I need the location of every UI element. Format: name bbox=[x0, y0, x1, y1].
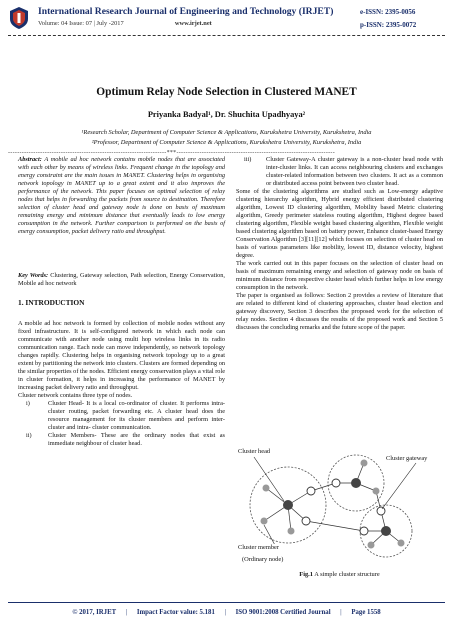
list-item bbox=[18, 432, 225, 448]
affiliation-1: ¹Research Scholar, Department of Computer Science & Applications, Kurukshetra University, Kurukshetra, India bbox=[81, 129, 372, 136]
list-number: iii) bbox=[244, 156, 252, 163]
label-cluster-gateway: Cluster gateway bbox=[386, 455, 428, 462]
cluster-head-node bbox=[381, 526, 391, 536]
paper-authors: Priyanka Badyal¹, Dr. Shuchita Upadhyaya² bbox=[147, 110, 306, 119]
list-text: Cluster Gateway-A cluster gateway is a non-cluster head node with inter-cluster links. It can access neighbouring clusters and exchanges cluster-related information between two clusters. It act as a common or distributed access point between two cluster head. bbox=[266, 156, 443, 187]
footer-divider: | bbox=[340, 609, 342, 616]
node-types-line: Cluster network contains three type of nodes. bbox=[18, 392, 133, 399]
member-node bbox=[263, 485, 270, 492]
member-node bbox=[261, 518, 268, 525]
list-item bbox=[236, 156, 443, 188]
footer-impact: Impact Factor value: 5.181 bbox=[136, 609, 215, 616]
journal-title: International Research Journal of Engineering and Technology (IRJET) bbox=[38, 6, 334, 17]
label-cluster-member: Cluster member bbox=[238, 544, 279, 551]
list-text: Cluster Head- It is a local co-ordinator of cluster. It performs intra-cluster routing, packet forwarding etc. A cluster head does the resource management for its cluster members and perform inter-cluster and intra- cluster communication. bbox=[48, 400, 225, 431]
gateway-node bbox=[377, 507, 385, 515]
member-node bbox=[398, 540, 405, 547]
section-separator: ---------------------------------------------------------------------***--------------------------------------------------------------------- bbox=[8, 150, 336, 156]
member-node bbox=[373, 488, 380, 495]
keywords bbox=[18, 272, 225, 288]
footer-iso: ISO 9001:2008 Certified Journal bbox=[235, 609, 331, 616]
footer-copyright: © 2017, IRJET bbox=[72, 609, 117, 616]
paper-title: Optimum Relay Node Selection in Clustered MANET bbox=[96, 86, 357, 98]
label-ordinary-node: (Ordinary node) bbox=[242, 556, 284, 563]
abstract bbox=[18, 156, 225, 236]
member-node bbox=[361, 460, 368, 467]
right-column-text bbox=[236, 156, 443, 332]
eissn: e-ISSN: 2395-0056 bbox=[360, 8, 416, 16]
gateway-node bbox=[360, 527, 368, 535]
abstract-label: Abstract: bbox=[18, 156, 42, 163]
member-node bbox=[368, 542, 375, 549]
gateway-node bbox=[307, 487, 315, 495]
list-number: ii) bbox=[26, 432, 32, 439]
gateway-node bbox=[332, 479, 340, 487]
page-footer bbox=[0, 609, 453, 616]
cluster-figure bbox=[236, 443, 443, 568]
cluster-head-node bbox=[351, 478, 361, 488]
header-divider bbox=[8, 35, 445, 36]
footer-page: Page 1558 bbox=[351, 609, 381, 616]
footer-divider: | bbox=[224, 609, 226, 616]
list-item bbox=[18, 400, 225, 432]
pissn: p-ISSN: 2395-0072 bbox=[360, 21, 417, 29]
keywords-text: Clustering, Gateway selection, Path selection, Energy Conservation, Mobile ad hoc network bbox=[18, 272, 225, 287]
member-node bbox=[288, 528, 295, 535]
paragraph: Some of the clustering algorithms are studied such as Low-energy adaptive clustering hierarchy algorithm, Hybrid energy efficient distributed clustering algorithm, Lowest ID clustering algorithm, Mobility based Metric clustering algorithm, Greedy perimeter stateless routing algorithm, Highest degree based clustering algorithm, Flexible weight based clustering algorithm, Flexible weight based clustering algorithm based on battery power, Enhance cluster-based Energy Conservation Algorithm [3][11][12] which focuses on selection of cluster head on basis of various parameters like mobility, lowest ID, distance velocity, highest degree. bbox=[236, 188, 443, 259]
affiliation-2: ²Professor, Department of Computer Science & Applications, Kurukshetra University, Kurukshetra, India bbox=[91, 139, 362, 146]
list-number: i) bbox=[26, 400, 30, 407]
label-cluster-head: Cluster head bbox=[238, 448, 271, 455]
gateway-node bbox=[302, 517, 310, 525]
irjet-logo bbox=[8, 6, 30, 30]
volume-info: Volume: 04 Issue: 07 | July -2017 bbox=[38, 20, 124, 27]
footer-divider-line bbox=[8, 602, 445, 603]
journal-subline bbox=[38, 20, 212, 27]
figure-caption bbox=[236, 571, 443, 578]
intro-paragraph: A mobile ad hoc network is formed by collection of mobile nodes without any fixed infrastructure. It is self-configured network in which each node can communicate with another node using multi hop wireless links in its radio communication range. Each node can move independently, so network topology changes rapidly. Clustering helps in organising network topology up to a great extent by partitioning the network into clusters. Clusters are formed depending on the similar properties of the nodes. Efficient energy conservation plays a vital role in cluster formation, it helps in increasing the performance of MANET by increasing packet delivery ratio and throughput. bbox=[18, 320, 225, 391]
footer-divider: | bbox=[125, 609, 128, 616]
abstract-text: A mobile ad hoc network contains mobile nodes that are associated with each other by means of wireless links. Frequent change in the topology and energy constraint are the main issues in MANET. Clustering helps in organising network topology in MANET up to a great extent and it also improves the performance of the network. This paper focuses on optimal selection of relay nodes that helps in forwarding the packets from source to destination. Therefore selection of cluster head and gateway node is done on basis of maximum remaining energy and minimum distance that eventually leads to low energy consumption in the network. Further comparison is performed on the basis of energy consumption, packet delivery ratio and throughput. bbox=[18, 156, 225, 235]
figure-caption-text: A simple cluster structure bbox=[312, 571, 380, 578]
paragraph: The work carried out in this paper focuses on the selection of cluster head on basis of maximum remaining energy and selection of gateway node on basis of minimum distance from respective cluster head which further helps in low energy consumption in the network. bbox=[236, 260, 443, 291]
journal-website: www.irjet.net bbox=[174, 20, 212, 27]
paragraph: The paper is organised as follows: Section 2 provides a review of literature that are related to different kind of clustering approaches, cluster head election and gateway discovery, Section 3 describes the proposed work for the selection of relay nodes. Section 4 discusses the results of the proposed work and Section 5 discusses the concluding remarks and the future scope of the paper. bbox=[236, 292, 443, 331]
figure-number: Fig.1 bbox=[299, 571, 313, 578]
intro-body bbox=[18, 320, 225, 448]
intro-heading: 1. INTRODUCTION bbox=[18, 298, 85, 307]
keywords-label: Key Words: bbox=[18, 272, 49, 279]
cluster-head-node bbox=[283, 500, 293, 510]
list-text: Cluster Members- These are the ordinary nodes that exist as immediate neighbour of cluster head. bbox=[48, 432, 225, 447]
